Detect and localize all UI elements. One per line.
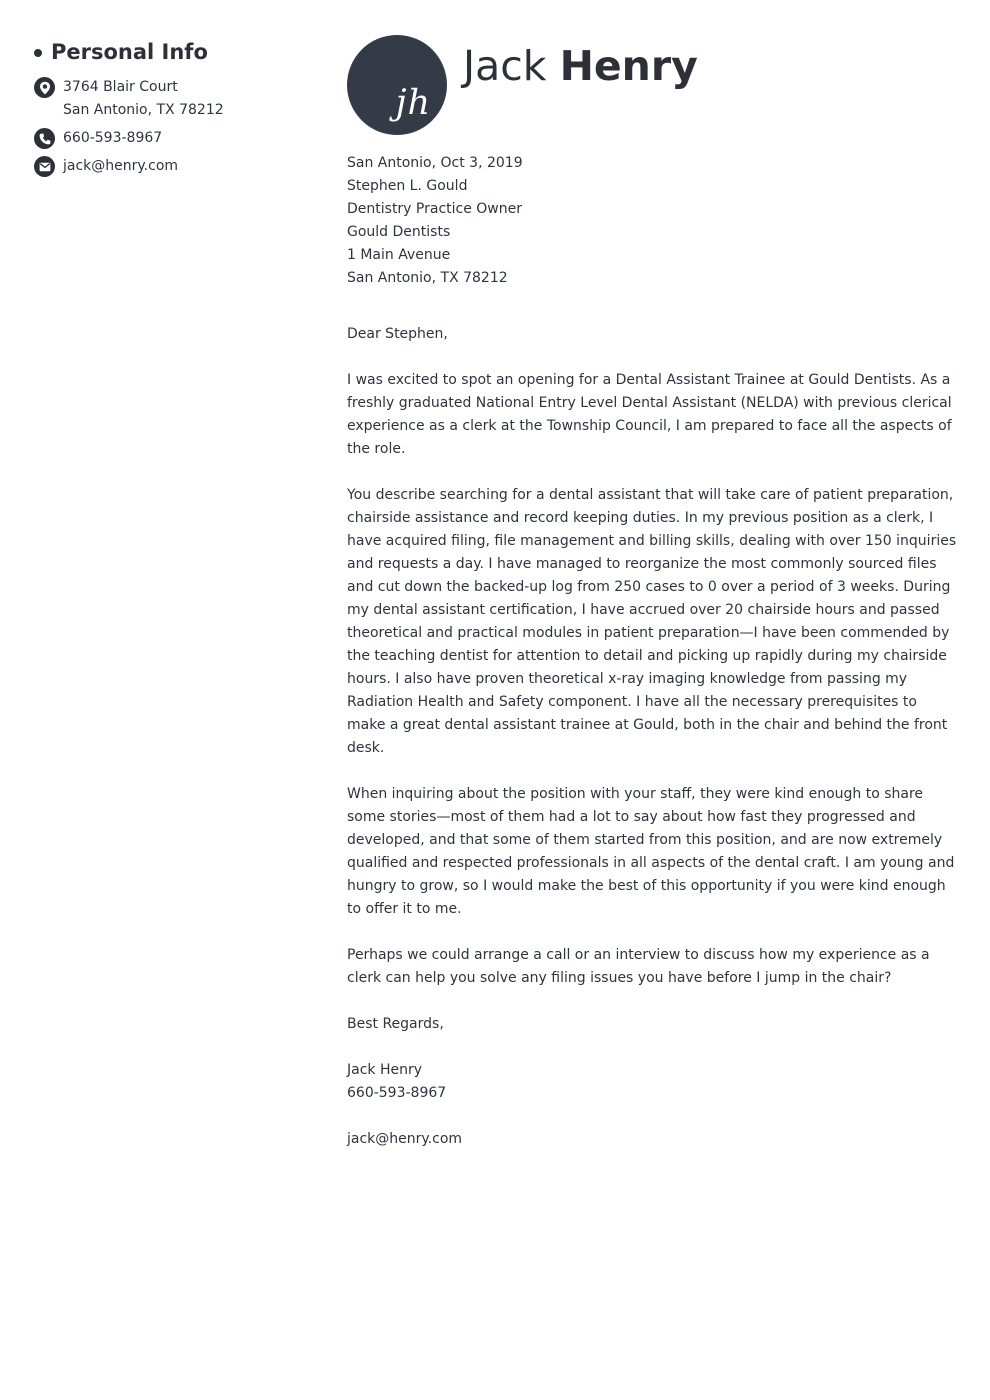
recipient-name: Stephen L. Gould bbox=[347, 178, 468, 194]
first-name: Jack bbox=[463, 42, 547, 90]
bullet-icon bbox=[34, 49, 42, 57]
recipient-block bbox=[347, 175, 959, 290]
personal-info-heading bbox=[34, 38, 314, 66]
paragraph-1: I was excited to spot an opening for a Dental Assistant Trainee at Gould Dentists. As a freshly graduated National Entry Level Dental Assistant (NELDA) with previous clerical experience as a clerk at the Township Council, I am prepared to face all the aspects of the role. bbox=[347, 372, 952, 457]
paragraph-3: When inquiring about the position with your staff, they were kind enough to share some stories—most of them had a lot to say about how fast they progressed and developed, and that some of them started from this position, and are now extremely qualified and respected professionals in all aspects of the dental craft. I am young and hungry to grow, so I would make the best of this opportunity if you were kind enough to offer it to me. bbox=[347, 786, 955, 917]
address-line-1: 3764 Blair Court bbox=[63, 79, 178, 95]
envelope-icon bbox=[34, 156, 55, 177]
signature-phone: 660-593-8967 bbox=[347, 1085, 447, 1101]
paragraph-2: You describe searching for a dental assistant that will take care of patient preparation, chairside assistance and record keeping duties. In my previous position as a clerk, I have acquired filing, file management and billing skills, dealing with over 150 inquiries and requests a day. I have managed to reorganize the most commonly sourced files and cut down the backed-up log from 250 cases to 0 over a period of 3 weeks. During my dental assistant certification, I have accrued over 20 chairside hours and passed theoretical and practical modules in patient preparation—I have been commended by the teaching dentist for attention to detail and picking up rapidly during my chairside hours. I also have proven theoretical x-ray imaging knowledge from passing my Radiation Health and Safety component. I have all the necessary prerequisites to make a great dental assistant trainee at Gould, both in the chair and behind the front desk. bbox=[347, 487, 957, 756]
phone-item bbox=[34, 127, 314, 150]
recipient-street: 1 Main Avenue bbox=[347, 247, 451, 263]
monogram-initials: jh bbox=[395, 83, 431, 123]
signature-name: Jack Henry bbox=[347, 1062, 423, 1078]
recipient-title: Dentistry Practice Owner bbox=[347, 201, 522, 217]
salutation: Dear Stephen, bbox=[347, 326, 448, 342]
applicant-name bbox=[463, 40, 698, 92]
email-item bbox=[34, 155, 314, 178]
paragraph-4: Perhaps we could arrange a call or an interview to discuss how my experience as a clerk can help you solve any filing issues you have before I jump in the chair? bbox=[347, 947, 930, 986]
recipient-city: San Antonio, TX 78212 bbox=[347, 270, 508, 286]
letter-body bbox=[347, 152, 959, 1151]
sidebar bbox=[34, 38, 314, 183]
address bbox=[63, 76, 224, 122]
phone-number[interactable]: 660-593-8967 bbox=[63, 130, 163, 146]
address-item bbox=[34, 76, 314, 122]
signature-email[interactable]: jack@henry.com bbox=[347, 1131, 463, 1147]
last-name: Henry bbox=[559, 42, 698, 90]
personal-info-title: Personal Info bbox=[51, 40, 208, 64]
email-address[interactable]: jack@henry.com bbox=[63, 158, 179, 174]
location-pin-icon bbox=[34, 77, 55, 98]
recipient-company: Gould Dentists bbox=[347, 224, 451, 240]
contact-list bbox=[34, 76, 314, 178]
monogram-badge bbox=[347, 35, 447, 135]
letter-date: San Antonio, Oct 3, 2019 bbox=[347, 155, 523, 171]
address-line-2: San Antonio, TX 78212 bbox=[63, 102, 224, 118]
phone-icon bbox=[34, 128, 55, 149]
closing: Best Regards, bbox=[347, 1016, 444, 1032]
